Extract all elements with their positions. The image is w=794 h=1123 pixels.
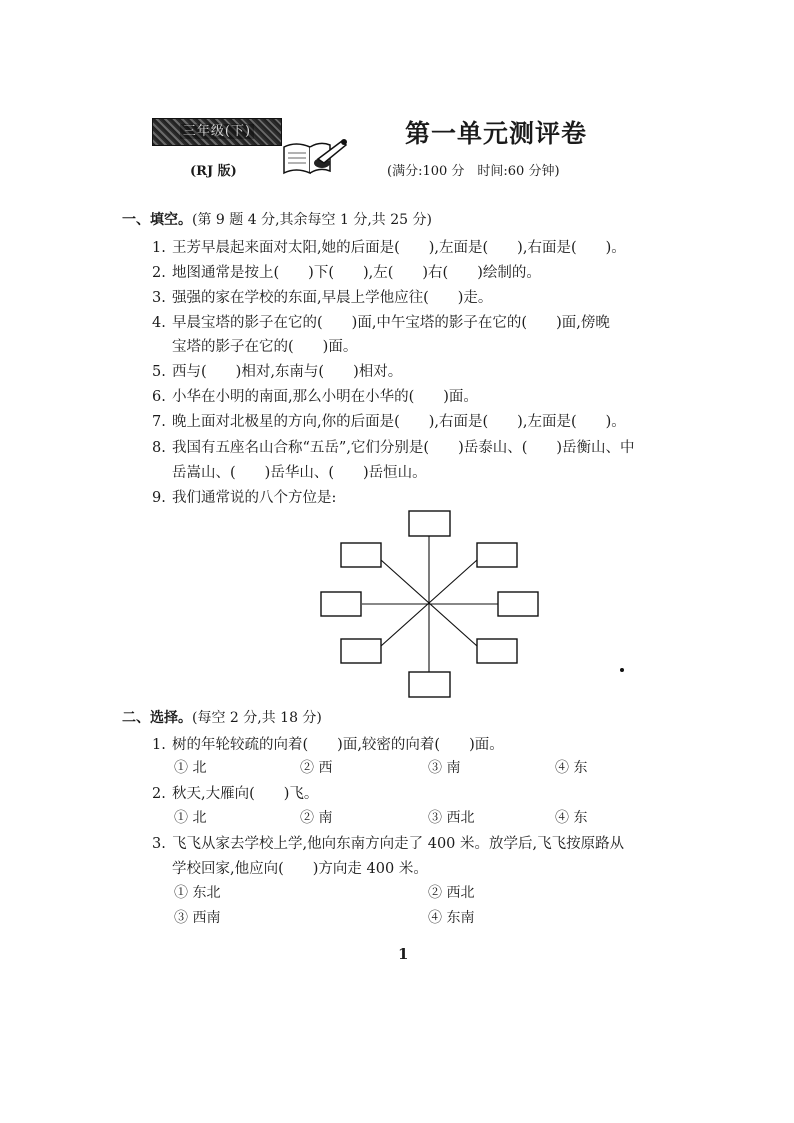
question-number: 9. — [152, 490, 166, 506]
question-1-6 — [152, 385, 478, 406]
question-text: 晚上面对北极星的方向,你的后面是( ),右面是( ),左面是( )。 — [172, 414, 626, 430]
question-text: 王芳早晨起来面对太阳,她的后面是( ),左面是( ),右面是( )。 — [172, 240, 626, 256]
section-2-note: (每空 2 分,共 18 分) — [192, 710, 322, 726]
question-1-4 — [152, 311, 610, 332]
option: ③ 西北 — [428, 810, 475, 826]
score-time-info: (满分:100 分 时间:60 分钟) — [387, 164, 560, 179]
question-text: 我们通常说的八个方位是: — [172, 490, 337, 506]
answer-box-north — [409, 511, 450, 536]
question-text: 强强的家在学校的东面,早晨上学他应往( )走。 — [172, 290, 493, 306]
question-number: 7. — [152, 414, 166, 430]
section-1-note: (第 9 题 4 分,其余每空 1 分,共 25 分) — [192, 212, 432, 228]
answer-box-south — [409, 672, 450, 697]
section-1-heading — [122, 209, 432, 229]
question-1-3 — [152, 286, 492, 307]
question-number: 8. — [152, 440, 166, 456]
question-number: 1. — [152, 737, 166, 753]
grade-banner — [152, 118, 282, 146]
option: ④ 东 — [555, 810, 588, 826]
question-1-8 — [152, 436, 635, 457]
question-number: 2. — [152, 786, 166, 802]
question-text: 地图通常是按上( )下( ),左( )右( )绘制的。 — [172, 265, 541, 281]
option: ② 西 — [300, 760, 333, 776]
question-1-8-line-2: 岳嵩山、( )岳华山、( )岳恒山。 — [172, 465, 427, 481]
speck-mark — [620, 668, 624, 672]
question-number: 1. — [152, 240, 166, 256]
question-1-7 — [152, 410, 626, 431]
question-text: 秋天,大雁向( )飞。 — [172, 786, 319, 802]
question-text: 飞飞从家去学校上学,他向东南方向走了 400 米。放学后,飞飞按原路从 — [172, 836, 625, 852]
question-2-2 — [152, 782, 318, 803]
answer-box-southeast — [477, 639, 517, 663]
eight-directions-diagram — [316, 506, 546, 698]
grade-banner-text: 三年级(下) — [180, 124, 254, 139]
question-1-5 — [152, 360, 402, 381]
section-2-title: 二、选择。 — [122, 710, 192, 726]
option: ① 北 — [174, 760, 207, 776]
question-text: 小华在小明的南面,那么小明在小华的( )面。 — [172, 389, 478, 405]
question-number: 3. — [152, 290, 166, 306]
question-1-9 — [152, 486, 336, 507]
option: ③ 南 — [428, 760, 461, 776]
question-1-2 — [152, 261, 541, 282]
option: ② 西北 — [428, 885, 475, 901]
question-2-3-line-2: 学校回家,他应向( )方向走 400 米。 — [172, 861, 428, 877]
question-1-1 — [152, 236, 626, 257]
page-number: 1 — [398, 945, 409, 963]
option: ④ 东南 — [428, 910, 475, 926]
question-2-1 — [152, 733, 504, 754]
question-number: 2. — [152, 265, 166, 281]
question-number: 5. — [152, 364, 166, 380]
answer-box-west — [321, 592, 361, 616]
question-number: 3. — [152, 836, 166, 852]
option: ② 南 — [300, 810, 333, 826]
page-title: 第一单元测评卷 — [405, 119, 588, 148]
question-text: 西与( )相对,东南与( )相对。 — [172, 364, 403, 380]
question-text: 我国有五座名山合称“五岳”,它们分别是( )岳泰山、( )岳衡山、中 — [172, 440, 635, 456]
section-2-heading — [122, 707, 322, 727]
question-2-3 — [152, 832, 624, 853]
option: ④ 东 — [555, 760, 588, 776]
question-1-4-line-2: 宝塔的影子在它的( )面。 — [172, 339, 358, 355]
question-number: 4. — [152, 315, 166, 331]
question-text: 早晨宝塔的影子在它的( )面,中午宝塔的影子在它的( )面,傍晚 — [172, 315, 610, 331]
section-1-title: 一、填空。 — [122, 212, 192, 228]
edition-label: (RJ 版) — [190, 164, 237, 179]
answer-box-northwest — [341, 543, 381, 567]
option: ③ 西南 — [174, 910, 221, 926]
question-text: 树的年轮较疏的向着( )面,较密的向着( )面。 — [172, 737, 504, 753]
option: ① 东北 — [174, 885, 221, 901]
book-pen-icon — [280, 133, 352, 177]
question-number: 6. — [152, 389, 166, 405]
answer-box-northeast — [477, 543, 517, 567]
option: ① 北 — [174, 810, 207, 826]
answer-box-southwest — [341, 639, 381, 663]
answer-box-east — [498, 592, 538, 616]
